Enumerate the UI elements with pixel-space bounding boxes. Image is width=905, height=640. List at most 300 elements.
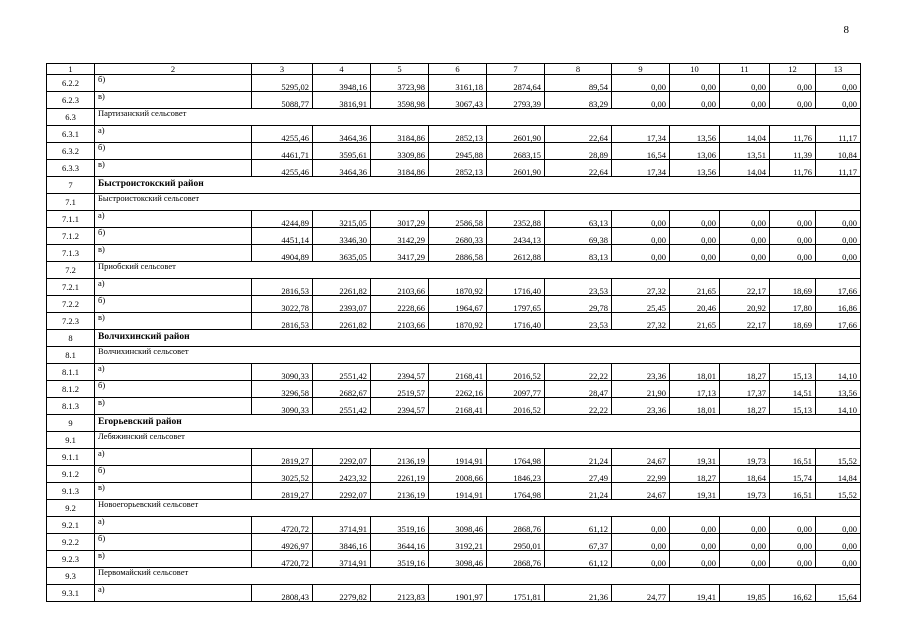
value-cell: 2168,41: [429, 398, 487, 415]
value-cell: 3595,61: [313, 143, 371, 160]
header-row: [47, 64, 861, 75]
section-index: 8.1: [47, 347, 95, 364]
council-title: Новоегорьевский сельсовет: [95, 500, 861, 517]
value-cell: 21,65: [670, 313, 720, 330]
value-cell: 19,85: [720, 585, 770, 602]
value-cell: 3090,33: [252, 398, 313, 415]
value-cell: 2103,66: [371, 279, 429, 296]
value-cell: 28,89: [545, 143, 612, 160]
value-cell: 15,13: [770, 364, 816, 381]
value-cell: 16,54: [612, 143, 670, 160]
value-cell: 2292,07: [313, 483, 371, 500]
value-cell: 3816,91: [313, 92, 371, 109]
value-cell: 13,51: [720, 143, 770, 160]
row-index: 9.3.1: [47, 585, 95, 602]
value-cell: 4451,14: [252, 228, 313, 245]
value-cell: 0,00: [612, 517, 670, 534]
value-cell: 13,56: [670, 160, 720, 177]
value-cell: 1846,23: [487, 466, 545, 483]
value-cell: 21,24: [545, 483, 612, 500]
value-cell: 2950,01: [487, 534, 545, 551]
value-cell: 3714,91: [313, 517, 371, 534]
value-cell: 11,39: [770, 143, 816, 160]
value-cell: 0,00: [816, 92, 861, 109]
row-variant-label: б): [95, 228, 252, 245]
value-cell: 16,51: [770, 483, 816, 500]
row-index: 8.1.2: [47, 381, 95, 398]
value-cell: 21,90: [612, 381, 670, 398]
value-cell: 22,17: [720, 279, 770, 296]
value-cell: 0,00: [612, 92, 670, 109]
value-cell: 0,00: [816, 211, 861, 228]
value-cell: 2819,27: [252, 449, 313, 466]
district-title: Быстроистокский район: [95, 177, 861, 194]
value-cell: 0,00: [816, 75, 861, 92]
value-cell: 83,29: [545, 92, 612, 109]
table-row: [47, 398, 861, 415]
value-cell: 89,54: [545, 75, 612, 92]
table-row: [47, 279, 861, 296]
value-cell: 2103,66: [371, 313, 429, 330]
value-cell: 0,00: [770, 517, 816, 534]
value-cell: 3090,33: [252, 364, 313, 381]
value-cell: 18,27: [670, 466, 720, 483]
value-cell: 2262,16: [429, 381, 487, 398]
header-cell: 8: [545, 64, 612, 75]
value-cell: 2808,43: [252, 585, 313, 602]
value-cell: 4244,89: [252, 211, 313, 228]
district-heading-row: [47, 177, 861, 194]
value-cell: 0,00: [612, 245, 670, 262]
value-cell: 0,00: [670, 211, 720, 228]
value-cell: 0,00: [612, 75, 670, 92]
value-cell: 0,00: [770, 534, 816, 551]
table-row: [47, 228, 861, 245]
section-index: 7.1: [47, 194, 95, 211]
value-cell: 14,04: [720, 126, 770, 143]
section-index: 9.3: [47, 568, 95, 585]
council-title: Быстроистокский сельсовет: [95, 194, 861, 211]
section-index: 9: [47, 415, 95, 432]
row-variant-label: а): [95, 449, 252, 466]
value-cell: 4255,46: [252, 160, 313, 177]
value-cell: 0,00: [720, 517, 770, 534]
council-heading-row: [47, 432, 861, 449]
value-cell: 0,00: [720, 211, 770, 228]
header-cell: 12: [770, 64, 816, 75]
value-cell: 2586,58: [429, 211, 487, 228]
value-cell: 19,31: [670, 483, 720, 500]
row-index: 8.1.1: [47, 364, 95, 381]
row-index: 6.2.3: [47, 92, 95, 109]
value-cell: 3161,18: [429, 75, 487, 92]
value-cell: 3309,86: [371, 143, 429, 160]
value-cell: 18,01: [670, 398, 720, 415]
council-heading-row: [47, 109, 861, 126]
row-index: 9.1.3: [47, 483, 95, 500]
table-row: [47, 364, 861, 381]
council-heading-row: [47, 347, 861, 364]
row-variant-label: б): [95, 534, 252, 551]
value-cell: 2852,13: [429, 160, 487, 177]
value-cell: 10,84: [816, 143, 861, 160]
value-cell: 2886,58: [429, 245, 487, 262]
header-cell: 6: [429, 64, 487, 75]
value-cell: 11,76: [770, 126, 816, 143]
table-row: [47, 381, 861, 398]
value-cell: 3022,78: [252, 296, 313, 313]
value-cell: 11,17: [816, 160, 861, 177]
value-cell: 15,52: [816, 483, 861, 500]
value-cell: 83,13: [545, 245, 612, 262]
value-cell: 27,32: [612, 313, 670, 330]
value-cell: 3598,98: [371, 92, 429, 109]
value-cell: 2519,57: [371, 381, 429, 398]
section-index: 9.1: [47, 432, 95, 449]
value-cell: 2394,57: [371, 364, 429, 381]
value-cell: 2683,15: [487, 143, 545, 160]
value-cell: 2097,77: [487, 381, 545, 398]
value-cell: 18,27: [720, 398, 770, 415]
value-cell: 2292,07: [313, 449, 371, 466]
district-heading-row: [47, 330, 861, 347]
district-title: Волчихинский район: [95, 330, 861, 347]
value-cell: 5295,02: [252, 75, 313, 92]
value-cell: 1716,40: [487, 313, 545, 330]
value-cell: 3644,16: [371, 534, 429, 551]
value-cell: 61,12: [545, 551, 612, 568]
value-cell: 17,34: [612, 160, 670, 177]
value-cell: 3192,21: [429, 534, 487, 551]
value-cell: 0,00: [816, 245, 861, 262]
value-cell: 61,12: [545, 517, 612, 534]
value-cell: 3846,16: [313, 534, 371, 551]
row-index: 9.2.3: [47, 551, 95, 568]
table-row: [47, 466, 861, 483]
value-cell: 0,00: [612, 551, 670, 568]
value-cell: 0,00: [816, 228, 861, 245]
value-cell: 16,51: [770, 449, 816, 466]
value-cell: 0,00: [720, 534, 770, 551]
value-cell: 67,37: [545, 534, 612, 551]
value-cell: 2393,07: [313, 296, 371, 313]
value-cell: 0,00: [720, 75, 770, 92]
value-cell: 2874,64: [487, 75, 545, 92]
value-cell: 2819,27: [252, 483, 313, 500]
value-cell: 2261,19: [371, 466, 429, 483]
value-cell: 17,34: [612, 126, 670, 143]
council-title: Приобский сельсовет: [95, 262, 861, 279]
value-cell: 2945,88: [429, 143, 487, 160]
value-cell: 17,80: [770, 296, 816, 313]
value-cell: 16,86: [816, 296, 861, 313]
value-cell: 19,31: [670, 449, 720, 466]
value-cell: 2261,82: [313, 279, 371, 296]
value-cell: 69,38: [545, 228, 612, 245]
value-cell: 2168,41: [429, 364, 487, 381]
value-cell: 2816,53: [252, 279, 313, 296]
value-cell: 17,66: [816, 313, 861, 330]
value-cell: 22,22: [545, 364, 612, 381]
value-cell: 22,17: [720, 313, 770, 330]
value-cell: 3184,86: [371, 160, 429, 177]
council-heading-row: [47, 500, 861, 517]
value-cell: 22,64: [545, 126, 612, 143]
value-cell: 3346,30: [313, 228, 371, 245]
section-index: 8: [47, 330, 95, 347]
value-cell: 23,53: [545, 279, 612, 296]
section-index: 7.2: [47, 262, 95, 279]
value-cell: 3464,36: [313, 160, 371, 177]
table-row: [47, 449, 861, 466]
value-cell: 20,92: [720, 296, 770, 313]
row-variant-label: в): [95, 551, 252, 568]
row-variant-label: в): [95, 483, 252, 500]
value-cell: 3025,52: [252, 466, 313, 483]
table-row: [47, 585, 861, 602]
table-row: [47, 313, 861, 330]
council-heading-row: [47, 262, 861, 279]
value-cell: 2551,42: [313, 398, 371, 415]
row-index: 7.1.2: [47, 228, 95, 245]
value-cell: 2868,76: [487, 551, 545, 568]
value-cell: 1901,97: [429, 585, 487, 602]
value-cell: 1716,40: [487, 279, 545, 296]
value-cell: 2852,13: [429, 126, 487, 143]
value-cell: 0,00: [816, 551, 861, 568]
row-index: 9.1.1: [47, 449, 95, 466]
value-cell: 3017,29: [371, 211, 429, 228]
value-cell: 2601,90: [487, 160, 545, 177]
value-cell: 1764,98: [487, 449, 545, 466]
value-cell: 4461,71: [252, 143, 313, 160]
value-cell: 2423,32: [313, 466, 371, 483]
council-title: Первомайский сельсовет: [95, 568, 861, 585]
value-cell: 0,00: [720, 245, 770, 262]
value-cell: 23,36: [612, 398, 670, 415]
value-cell: 14,10: [816, 398, 861, 415]
row-index: 7.2.3: [47, 313, 95, 330]
value-cell: 3098,46: [429, 517, 487, 534]
table-row: [47, 483, 861, 500]
value-cell: 23,53: [545, 313, 612, 330]
header-cell: 9: [612, 64, 670, 75]
district-title: Егорьевский район: [95, 415, 861, 432]
value-cell: 17,13: [670, 381, 720, 398]
row-index: 9.1.2: [47, 466, 95, 483]
value-cell: 3184,86: [371, 126, 429, 143]
value-cell: 0,00: [612, 228, 670, 245]
value-cell: 3635,05: [313, 245, 371, 262]
row-variant-label: в): [95, 313, 252, 330]
row-variant-label: в): [95, 92, 252, 109]
value-cell: 24,67: [612, 483, 670, 500]
header-cell: 4: [313, 64, 371, 75]
row-variant-label: в): [95, 398, 252, 415]
value-cell: 27,32: [612, 279, 670, 296]
row-variant-label: б): [95, 75, 252, 92]
value-cell: 2228,66: [371, 296, 429, 313]
table-row: [47, 245, 861, 262]
value-cell: 2016,52: [487, 398, 545, 415]
row-variant-label: а): [95, 126, 252, 143]
value-cell: 1870,92: [429, 313, 487, 330]
value-cell: 27,49: [545, 466, 612, 483]
value-cell: 21,36: [545, 585, 612, 602]
value-cell: 0,00: [670, 534, 720, 551]
table-row: [47, 143, 861, 160]
value-cell: 2793,39: [487, 92, 545, 109]
value-cell: 18,69: [770, 279, 816, 296]
value-cell: 18,69: [770, 313, 816, 330]
table-row: [47, 160, 861, 177]
value-cell: 0,00: [720, 92, 770, 109]
section-index: 7: [47, 177, 95, 194]
value-cell: 1914,91: [429, 449, 487, 466]
value-cell: 28,47: [545, 381, 612, 398]
value-cell: 1870,92: [429, 279, 487, 296]
value-cell: 2551,42: [313, 364, 371, 381]
value-cell: 0,00: [612, 534, 670, 551]
district-heading-row: [47, 415, 861, 432]
value-cell: 0,00: [670, 517, 720, 534]
table-row: [47, 551, 861, 568]
section-index: 9.2: [47, 500, 95, 517]
value-cell: 1764,98: [487, 483, 545, 500]
value-cell: 24,67: [612, 449, 670, 466]
page-number: 8: [843, 24, 849, 36]
value-cell: 2008,66: [429, 466, 487, 483]
header-cell: 2: [95, 64, 252, 75]
value-cell: 3296,58: [252, 381, 313, 398]
value-cell: 0,00: [670, 75, 720, 92]
value-cell: 18,01: [670, 364, 720, 381]
row-index: 9.2.2: [47, 534, 95, 551]
value-cell: 23,36: [612, 364, 670, 381]
table-row: [47, 517, 861, 534]
value-cell: 13,56: [670, 126, 720, 143]
value-cell: 15,74: [770, 466, 816, 483]
value-cell: 24,77: [612, 585, 670, 602]
table-row: [47, 126, 861, 143]
row-index: 7.2.1: [47, 279, 95, 296]
value-cell: 22,22: [545, 398, 612, 415]
table-row: [47, 296, 861, 313]
table-row: [47, 92, 861, 109]
section-index: 6.3: [47, 109, 95, 126]
value-cell: 16,62: [770, 585, 816, 602]
value-cell: 3142,29: [371, 228, 429, 245]
value-cell: 63,13: [545, 211, 612, 228]
header-cell: 11: [720, 64, 770, 75]
value-cell: 17,37: [720, 381, 770, 398]
value-cell: 1964,67: [429, 296, 487, 313]
row-index: 8.1.3: [47, 398, 95, 415]
table-row: [47, 211, 861, 228]
value-cell: 4904,89: [252, 245, 313, 262]
header-cell: 3: [252, 64, 313, 75]
value-cell: 3714,91: [313, 551, 371, 568]
value-cell: 0,00: [770, 75, 816, 92]
value-cell: 2136,19: [371, 483, 429, 500]
value-cell: 1914,91: [429, 483, 487, 500]
row-index: 6.3.2: [47, 143, 95, 160]
value-cell: 14,04: [720, 160, 770, 177]
value-cell: 13,56: [816, 381, 861, 398]
value-cell: 3519,16: [371, 551, 429, 568]
value-cell: 3417,29: [371, 245, 429, 262]
council-title: Лебяжинский сельсовет: [95, 432, 861, 449]
row-variant-label: б): [95, 381, 252, 398]
value-cell: 0,00: [612, 211, 670, 228]
value-cell: 3098,46: [429, 551, 487, 568]
value-cell: 19,73: [720, 483, 770, 500]
value-cell: 17,66: [816, 279, 861, 296]
value-cell: 0,00: [670, 245, 720, 262]
value-cell: 0,00: [770, 211, 816, 228]
value-cell: 22,64: [545, 160, 612, 177]
value-cell: 3215,05: [313, 211, 371, 228]
row-variant-label: а): [95, 585, 252, 602]
value-cell: 2016,52: [487, 364, 545, 381]
value-cell: 3948,16: [313, 75, 371, 92]
value-cell: 1797,65: [487, 296, 545, 313]
value-cell: 22,99: [612, 466, 670, 483]
value-cell: 0,00: [816, 534, 861, 551]
value-cell: 11,17: [816, 126, 861, 143]
table-row: [47, 75, 861, 92]
row-index: 6.3.3: [47, 160, 95, 177]
value-cell: 25,45: [612, 296, 670, 313]
value-cell: 14,51: [770, 381, 816, 398]
header-cell: 10: [670, 64, 720, 75]
value-cell: 15,64: [816, 585, 861, 602]
value-cell: 3464,36: [313, 126, 371, 143]
value-cell: 2816,53: [252, 313, 313, 330]
row-index: 6.3.1: [47, 126, 95, 143]
value-cell: 11,76: [770, 160, 816, 177]
row-variant-label: а): [95, 279, 252, 296]
value-cell: 3067,43: [429, 92, 487, 109]
value-cell: 20,46: [670, 296, 720, 313]
row-index: 7.1.3: [47, 245, 95, 262]
value-cell: 0,00: [670, 228, 720, 245]
header-cell: 1: [47, 64, 95, 75]
value-cell: 0,00: [816, 517, 861, 534]
value-cell: 2279,82: [313, 585, 371, 602]
value-cell: 4720,72: [252, 517, 313, 534]
value-cell: 18,27: [720, 364, 770, 381]
value-cell: 0,00: [770, 245, 816, 262]
value-cell: 2682,67: [313, 381, 371, 398]
row-variant-label: в): [95, 245, 252, 262]
value-cell: 4926,97: [252, 534, 313, 551]
header-cell: 13: [816, 64, 861, 75]
value-cell: 2601,90: [487, 126, 545, 143]
value-cell: 19,41: [670, 585, 720, 602]
value-cell: 2136,19: [371, 449, 429, 466]
value-cell: 4720,72: [252, 551, 313, 568]
tariff-table: [46, 63, 861, 602]
value-cell: 2261,82: [313, 313, 371, 330]
council-title: Волчихинский сельсовет: [95, 347, 861, 364]
value-cell: 15,52: [816, 449, 861, 466]
row-index: 7.2.2: [47, 296, 95, 313]
row-variant-label: а): [95, 517, 252, 534]
value-cell: 14,84: [816, 466, 861, 483]
value-cell: 0,00: [670, 92, 720, 109]
value-cell: 29,78: [545, 296, 612, 313]
